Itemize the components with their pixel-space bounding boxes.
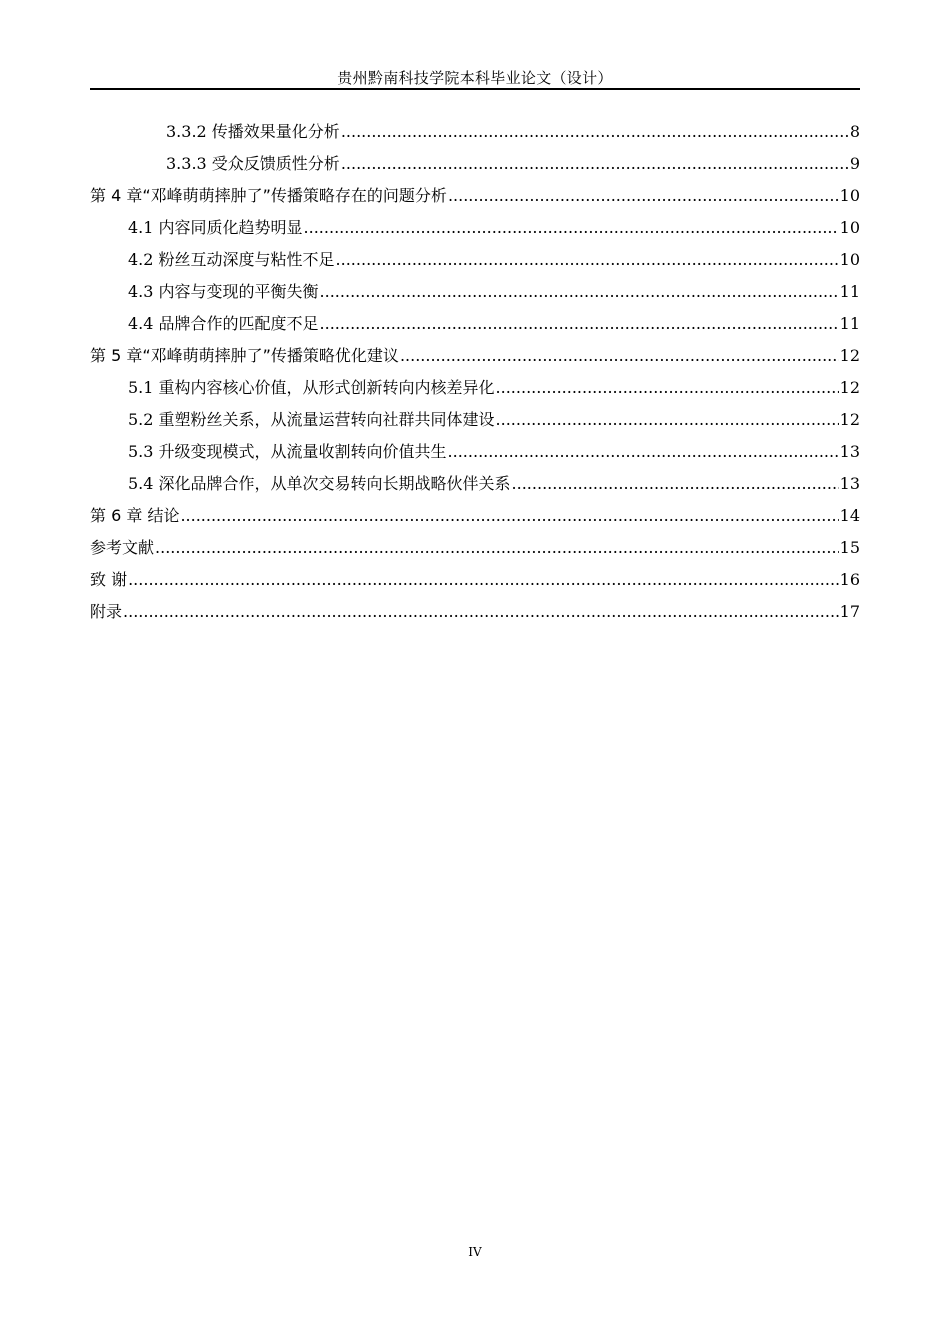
toc-entry[interactable] (90, 532, 860, 564)
toc-leader-dots (123, 596, 839, 628)
toc-entry-title: 致 谢 (90, 570, 128, 589)
toc-entry-page: 8 (849, 122, 860, 141)
toc-leader-dots (341, 148, 849, 180)
toc-entry-page: 12 (839, 378, 860, 397)
page-number: IV (468, 1245, 482, 1259)
toc-entry[interactable] (90, 116, 860, 148)
toc-leader-dots (180, 500, 838, 532)
toc-entry[interactable] (90, 404, 860, 436)
toc-entry-title: 5.1 重构内容核心价值，从形式创新转向内核差异化 (128, 378, 495, 397)
toc-entry-title: 3.3.2 传播效果量化分析 (166, 122, 340, 141)
toc-entry[interactable] (90, 436, 860, 468)
toc-leader-dots (336, 244, 839, 276)
toc-entry[interactable] (90, 308, 860, 340)
toc-entry-title: 5.4 深化品牌合作，从单次交易转向长期战略伙伴关系 (128, 474, 511, 493)
toc-entry-title: 4.3 内容与变现的平衡失衡 (128, 282, 319, 301)
toc-entry[interactable] (90, 596, 860, 628)
toc-entry-page: 10 (839, 186, 860, 205)
toc-entry[interactable] (90, 340, 860, 372)
toc-entry[interactable] (90, 244, 860, 276)
toc-entry-page: 14 (839, 506, 860, 525)
table-of-contents (90, 116, 860, 628)
toc-entry-page: 9 (849, 154, 860, 173)
toc-entry-page: 13 (839, 442, 860, 461)
toc-entry[interactable] (90, 564, 860, 596)
toc-leader-dots (320, 276, 839, 308)
header-divider (90, 88, 860, 90)
toc-entry-title: 第 6 章 结论 (90, 506, 180, 525)
toc-leader-dots (496, 404, 839, 436)
toc-entry[interactable] (90, 468, 860, 500)
toc-entry[interactable] (90, 372, 860, 404)
toc-entry-title: 第 5 章“邓峰萌萌摔肿了”传播策略优化建议 (90, 346, 399, 365)
toc-entry-page: 17 (839, 602, 860, 621)
toc-entry-title: 第 4 章“邓峰萌萌摔肿了”传播策略存在的问题分析 (90, 186, 447, 205)
toc-entry-title: 5.3 升级变现模式，从流量收割转向价值共生 (128, 442, 447, 461)
toc-entry-page: 13 (839, 474, 860, 493)
document-header: 贵州黔南科技学院本科毕业论文（设计） (337, 69, 613, 87)
toc-entry-page: 11 (839, 282, 860, 301)
toc-entry[interactable] (90, 180, 860, 212)
toc-entry[interactable] (90, 212, 860, 244)
toc-leader-dots (448, 180, 839, 212)
toc-entry-page: 16 (839, 570, 860, 589)
toc-leader-dots (512, 468, 839, 500)
toc-leader-dots (448, 436, 839, 468)
toc-leader-dots (320, 308, 839, 340)
toc-entry-page: 12 (839, 410, 860, 429)
toc-entry-title: 4.2 粉丝互动深度与粘性不足 (128, 250, 335, 269)
toc-entry-page: 10 (839, 218, 860, 237)
toc-entry-title: 3.3.3 受众反馈质性分析 (166, 154, 340, 173)
toc-leader-dots (341, 116, 849, 148)
toc-entry-page: 15 (839, 538, 860, 557)
toc-entry-page: 11 (839, 314, 860, 333)
toc-leader-dots (304, 212, 839, 244)
toc-leader-dots (128, 564, 839, 596)
toc-leader-dots (496, 372, 839, 404)
toc-entry-title: 参考文献 (90, 538, 155, 557)
toc-entry[interactable] (90, 148, 860, 180)
toc-entry[interactable] (90, 500, 860, 532)
toc-entry-title: 5.2 重塑粉丝关系，从流量运营转向社群共同体建设 (128, 410, 495, 429)
toc-entry-title: 附录 (90, 602, 123, 621)
toc-entry-page: 10 (839, 250, 860, 269)
toc-entry-title: 4.4 品牌合作的匹配度不足 (128, 314, 319, 333)
toc-leader-dots (400, 340, 839, 372)
toc-leader-dots (155, 532, 839, 564)
toc-entry-page: 12 (839, 346, 860, 365)
toc-entry[interactable] (90, 276, 860, 308)
toc-entry-title: 4.1 内容同质化趋势明显 (128, 218, 303, 237)
